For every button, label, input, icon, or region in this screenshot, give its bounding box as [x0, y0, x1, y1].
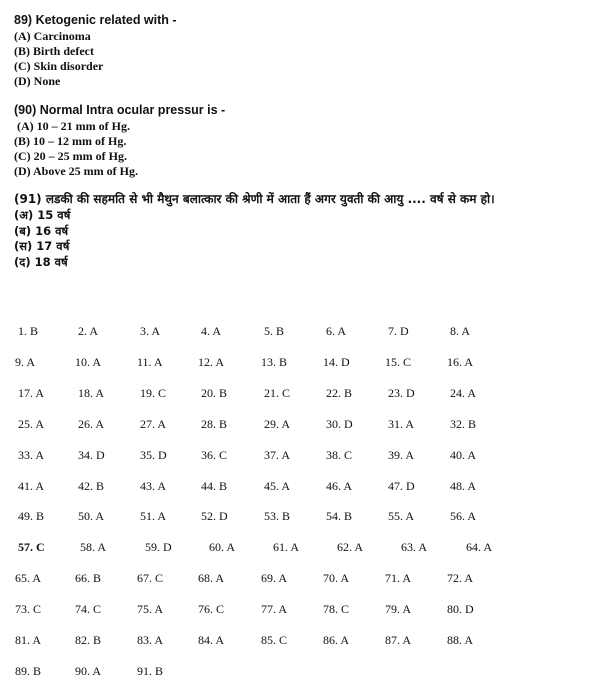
answer-item: 9. A [15, 355, 36, 369]
answer-item: 48. A [450, 479, 477, 493]
answer-item: 61. A [273, 540, 300, 554]
option-d: (द) 18 वर्ष [14, 254, 68, 269]
answer-item: 88. A [447, 633, 474, 647]
answer-item: 13. B [261, 355, 288, 369]
option-b: (B) Birth defect [14, 44, 94, 58]
answer-item: 89. B [15, 664, 42, 678]
answer-item: 46. A [326, 479, 353, 493]
answer-item: 75. A [137, 602, 164, 616]
answer-item: 86. A [323, 633, 350, 647]
answer-item: 63. A [401, 540, 428, 554]
answer-item: 87. A [385, 633, 412, 647]
answer-item: 85. C [261, 633, 288, 647]
answer-item: 36. C [201, 448, 228, 462]
answer-item: 27. A [140, 417, 167, 431]
answer-item: 31. A [388, 417, 415, 431]
answer-item: 1. B [18, 324, 39, 338]
answer-item: 83. A [137, 633, 164, 647]
answer-item: 52. D [201, 509, 228, 523]
answer-item: 12. A [198, 355, 225, 369]
option-b: (B) 10 – 12 mm of Hg. [14, 134, 127, 148]
answer-item: 45. A [264, 479, 291, 493]
answer-item: 10. A [75, 355, 102, 369]
answer-item: 29. A [264, 417, 291, 431]
answer-item: 28. B [201, 417, 228, 431]
question-number: (90) [14, 103, 37, 117]
answer-item: 23. D [388, 386, 415, 400]
answer-item: 26. A [78, 417, 105, 431]
answer-item: 91. B [137, 664, 164, 678]
option-a: (अ) 15 वर्ष [14, 208, 71, 222]
answer-item: 55. A [388, 509, 415, 523]
answer-item: 3. A [140, 324, 161, 338]
question-number: (91) [14, 192, 42, 206]
answer-item: 18. A [78, 386, 105, 400]
answer-item: 39. A [388, 448, 415, 462]
answer-item: 49. B [18, 509, 45, 523]
answer-item: 41. A [18, 479, 45, 493]
question-89 [14, 12, 604, 89]
question-90 [14, 102, 604, 179]
answer-item: 33. A [18, 448, 45, 462]
answer-item: 4. A [201, 324, 222, 338]
answer-item: 70. A [323, 571, 350, 585]
answer-item: 57. C [18, 540, 45, 554]
answer-item: 43. A [140, 479, 167, 493]
answer-item: 25. A [18, 417, 45, 431]
option-a: (A) Carcinoma [14, 29, 91, 43]
answer-item: 56. A [450, 509, 477, 523]
answer-item: 5. B [264, 324, 285, 338]
answer-item: 73. C [15, 602, 42, 616]
question-number: 89) [14, 13, 33, 27]
answer-item: 64. A [466, 540, 493, 554]
answer-item: 67. C [137, 571, 164, 585]
answer-item: 81. A [15, 633, 42, 647]
answer-item: 38. C [326, 448, 353, 462]
answer-item: 82. B [75, 633, 102, 647]
answer-item: 69. A [261, 571, 288, 585]
answer-item: 59. D [145, 540, 172, 554]
answer-item: 44. B [201, 479, 228, 493]
answer-item: 17. A [18, 386, 45, 400]
answer-item: 84. A [198, 633, 225, 647]
question-text: Normal Intra ocular pressur is - [39, 103, 226, 117]
answer-item: 21. C [264, 386, 291, 400]
answer-item: 30. D [326, 417, 353, 431]
answer-item: 37. A [264, 448, 291, 462]
answer-item: 15. C [385, 355, 412, 369]
answer-item: 58. A [80, 540, 107, 554]
answer-item: 80. D [447, 602, 474, 616]
answer-item: 60. A [209, 540, 236, 554]
answer-item: 74. C [75, 602, 102, 616]
answer-item: 16. A [447, 355, 474, 369]
answer-item: 24. A [450, 386, 477, 400]
answer-item: 76. C [198, 602, 225, 616]
answer-item: 72. A [447, 571, 474, 585]
answer-item: 71. A [385, 571, 412, 585]
answer-item: 79. A [385, 602, 412, 616]
answer-item: 40. A [450, 448, 477, 462]
answer-item: 42. B [78, 479, 105, 493]
answer-item: 11. A [137, 355, 163, 369]
question-text: लडकी की सहमति से भी मैथुन बलात्कार की श्रेणी में आता हैं अगर युवती की आयु .... वर्ष से कम हो। [45, 192, 495, 206]
answer-item: 6. A [326, 324, 347, 338]
answer-item: 8. A [450, 324, 471, 338]
answer-item: 19. C [140, 386, 167, 400]
option-a: (A) 10 – 21 mm of Hg. [14, 119, 130, 133]
answer-item: 65. A [15, 571, 42, 585]
question-title [14, 102, 604, 119]
answer-item: 51. A [140, 509, 167, 523]
question-text: Ketogenic related with - [35, 13, 177, 27]
option-b: (ब) 16 वर्ष [14, 223, 69, 238]
answer-item: 62. A [337, 540, 364, 554]
answer-item: 50. A [78, 509, 105, 523]
answer-item: 54. B [326, 509, 353, 523]
option-c: (स) 17 वर्ष [14, 239, 70, 253]
option-d: (D) Above 25 mm of Hg. [14, 164, 138, 178]
option-d: (D) None [14, 74, 61, 88]
answer-key [0, 316, 614, 686]
answer-item: 14. D [323, 355, 350, 369]
answer-item: 53. B [264, 509, 291, 523]
answer-item: 22. B [326, 386, 353, 400]
answer-item: 34. D [78, 448, 105, 462]
answer-item: 77. A [261, 602, 288, 616]
question-91 [14, 190, 604, 270]
question-title [14, 12, 604, 29]
answer-item: 35. D [140, 448, 167, 462]
answer-item: 2. A [78, 324, 99, 338]
question-title [14, 190, 604, 208]
answer-item: 47. D [388, 479, 415, 493]
answer-item: 68. A [198, 571, 225, 585]
answer-item: 32. B [450, 417, 477, 431]
option-c: (C) 20 – 25 mm of Hg. [14, 149, 127, 163]
answer-item: 20. B [201, 386, 228, 400]
answer-item: 7. D [388, 324, 409, 338]
answer-item: 78. C [323, 602, 350, 616]
answer-item: 66. B [75, 571, 102, 585]
option-c: (C) Skin disorder [14, 59, 104, 73]
answer-item: 90. A [75, 664, 102, 678]
